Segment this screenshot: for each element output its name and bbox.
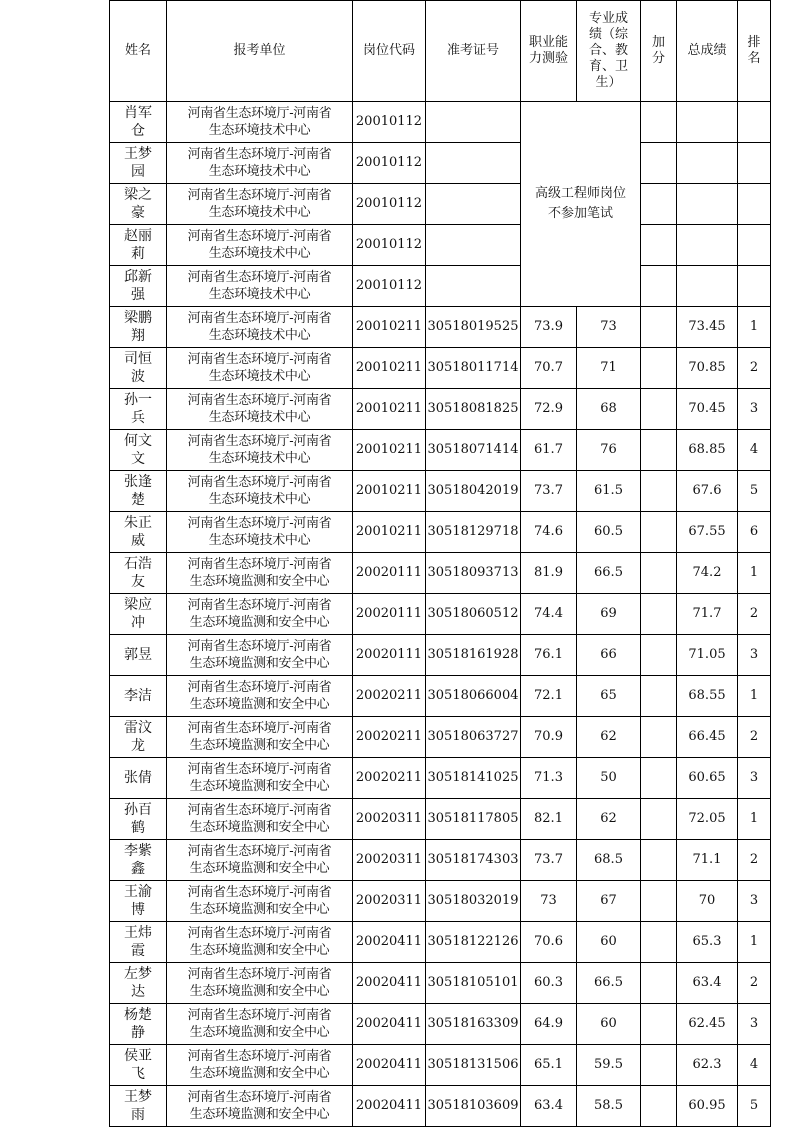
cell-unit: 河南省生态环境厅-河南省 生态环境技术中心 <box>167 471 353 512</box>
cell-rank: 3 <box>738 389 771 430</box>
col-header-unit: 报考单位 <box>167 1 353 102</box>
cell-rank: 5 <box>738 1086 771 1127</box>
cell-exam_id: 30518163309 <box>426 1004 521 1045</box>
cell-bonus <box>641 1086 677 1127</box>
cell-code: 20020411 <box>353 963 426 1004</box>
cell-exam_id: 30518081825 <box>426 389 521 430</box>
cell-name: 郭昱 <box>110 635 167 676</box>
cell-rank: 6 <box>738 512 771 553</box>
cell-exam_id <box>426 143 521 184</box>
cell-name: 朱正 威 <box>110 512 167 553</box>
cell-unit: 河南省生态环境厅-河南省 生态环境技术中心 <box>167 102 353 143</box>
table-row <box>110 471 771 512</box>
col-header-professional: 专业成 绩（综 合、教 育、卫 生） <box>577 1 641 102</box>
cell-name: 雷汶 龙 <box>110 717 167 758</box>
cell-professional: 65 <box>577 676 641 717</box>
cell-aptitude: 64.9 <box>521 1004 577 1045</box>
cell-total: 71.1 <box>677 840 738 881</box>
cell-bonus <box>641 799 677 840</box>
cell-rank: 5 <box>738 471 771 512</box>
cell-rank: 4 <box>738 430 771 471</box>
cell-code: 20020411 <box>353 1045 426 1086</box>
cell-total: 66.45 <box>677 717 738 758</box>
cell-bonus <box>641 881 677 922</box>
cell-professional: 58.5 <box>577 1086 641 1127</box>
cell-exam_id: 30518071414 <box>426 430 521 471</box>
cell-name: 石浩 友 <box>110 553 167 594</box>
cell-bonus <box>641 143 677 184</box>
table-row <box>110 922 771 963</box>
col-header-exam-id: 准考证号 <box>426 1 521 102</box>
table-row <box>110 1045 771 1086</box>
table-row <box>110 512 771 553</box>
cell-aptitude: 73.7 <box>521 471 577 512</box>
cell-rank <box>738 143 771 184</box>
cell-total: 73.45 <box>677 307 738 348</box>
cell-code: 20010112 <box>353 266 426 307</box>
table-row <box>110 1004 771 1045</box>
cell-name: 王梦 雨 <box>110 1086 167 1127</box>
cell-bonus <box>641 1045 677 1086</box>
cell-name: 司恒 波 <box>110 348 167 389</box>
cell-name: 梁之 豪 <box>110 184 167 225</box>
cell-total <box>677 184 738 225</box>
cell-rank: 1 <box>738 676 771 717</box>
cell-name: 赵丽 莉 <box>110 225 167 266</box>
cell-name: 孙一 兵 <box>110 389 167 430</box>
col-header-code: 岗位代码 <box>353 1 426 102</box>
table-row <box>110 266 771 307</box>
cell-unit: 河南省生态环境厅-河南省 生态环境监测和安全中心 <box>167 1045 353 1086</box>
cell-rank: 2 <box>738 717 771 758</box>
cell-total: 60.95 <box>677 1086 738 1127</box>
cell-rank: 1 <box>738 553 771 594</box>
col-header-bonus: 加 分 <box>641 1 677 102</box>
cell-bonus <box>641 430 677 471</box>
cell-code: 20020111 <box>353 635 426 676</box>
cell-aptitude: 63.4 <box>521 1086 577 1127</box>
cell-professional: 69 <box>577 594 641 635</box>
cell-bonus <box>641 922 677 963</box>
table-row <box>110 307 771 348</box>
cell-name: 梁鹏 翔 <box>110 307 167 348</box>
cell-total: 67.55 <box>677 512 738 553</box>
cell-total: 70 <box>677 881 738 922</box>
cell-unit: 河南省生态环境厅-河南省 生态环境技术中心 <box>167 389 353 430</box>
cell-unit: 河南省生态环境厅-河南省 生态环境监测和安全中心 <box>167 1086 353 1127</box>
cell-aptitude: 81.9 <box>521 553 577 594</box>
table-header <box>110 1 771 102</box>
cell-name: 王梦 园 <box>110 143 167 184</box>
cell-unit: 河南省生态环境厅-河南省 生态环境监测和安全中心 <box>167 840 353 881</box>
cell-exam_id: 30518060512 <box>426 594 521 635</box>
cell-exam_id: 30518063727 <box>426 717 521 758</box>
cell-code: 20010112 <box>353 184 426 225</box>
cell-total: 72.05 <box>677 799 738 840</box>
cell-exam_id <box>426 225 521 266</box>
cell-total <box>677 143 738 184</box>
cell-rank: 3 <box>738 881 771 922</box>
cell-name: 李洁 <box>110 676 167 717</box>
cell-total <box>677 266 738 307</box>
cell-unit: 河南省生态环境厅-河南省 生态环境监测和安全中心 <box>167 676 353 717</box>
cell-unit: 河南省生态环境厅-河南省 生态环境技术中心 <box>167 143 353 184</box>
cell-bonus <box>641 676 677 717</box>
cell-name: 邱新 强 <box>110 266 167 307</box>
table-row <box>110 348 771 389</box>
cell-aptitude: 70.6 <box>521 922 577 963</box>
table-row <box>110 799 771 840</box>
cell-code: 20020211 <box>353 717 426 758</box>
cell-rank <box>738 266 771 307</box>
cell-exam_id: 30518174303 <box>426 840 521 881</box>
table-row <box>110 553 771 594</box>
cell-code: 20020411 <box>353 1086 426 1127</box>
cell-name: 杨楚 静 <box>110 1004 167 1045</box>
cell-unit: 河南省生态环境厅-河南省 生态环境技术中心 <box>167 307 353 348</box>
cell-professional: 50 <box>577 758 641 799</box>
cell-total: 68.55 <box>677 676 738 717</box>
cell-aptitude: 73.7 <box>521 840 577 881</box>
cell-unit: 河南省生态环境厅-河南省 生态环境监测和安全中心 <box>167 635 353 676</box>
cell-name: 左梦 达 <box>110 963 167 1004</box>
cell-name: 王渝 博 <box>110 881 167 922</box>
cell-bonus <box>641 758 677 799</box>
cell-unit: 河南省生态环境厅-河南省 生态环境技术中心 <box>167 266 353 307</box>
cell-code: 20010211 <box>353 307 426 348</box>
cell-professional: 66 <box>577 635 641 676</box>
cell-professional: 62 <box>577 717 641 758</box>
cell-exam_id: 30518103609 <box>426 1086 521 1127</box>
cell-total <box>677 225 738 266</box>
cell-aptitude: 65.1 <box>521 1045 577 1086</box>
cell-aptitude: 74.6 <box>521 512 577 553</box>
header-row <box>110 1 771 102</box>
cell-exam_id <box>426 266 521 307</box>
cell-name: 孙百 鹤 <box>110 799 167 840</box>
table-row <box>110 430 771 471</box>
cell-code: 20020411 <box>353 1004 426 1045</box>
cell-exam_id <box>426 102 521 143</box>
cell-professional: 60 <box>577 922 641 963</box>
table-row <box>110 184 771 225</box>
cell-code: 20010211 <box>353 512 426 553</box>
cell-professional: 68.5 <box>577 840 641 881</box>
cell-rank <box>738 102 771 143</box>
cell-unit: 河南省生态环境厅-河南省 生态环境监测和安全中心 <box>167 594 353 635</box>
cell-unit: 河南省生态环境厅-河南省 生态环境监测和安全中心 <box>167 881 353 922</box>
cell-name: 张倩 <box>110 758 167 799</box>
cell-unit: 河南省生态环境厅-河南省 生态环境技术中心 <box>167 184 353 225</box>
cell-name: 王炜 霞 <box>110 922 167 963</box>
cell-code: 20020311 <box>353 799 426 840</box>
cell-exam_id: 30518141025 <box>426 758 521 799</box>
cell-total: 62.3 <box>677 1045 738 1086</box>
cell-code: 20020311 <box>353 881 426 922</box>
table-row <box>110 1086 771 1127</box>
table-row <box>110 225 771 266</box>
cell-rank: 4 <box>738 1045 771 1086</box>
cell-total: 71.7 <box>677 594 738 635</box>
cell-code: 20010112 <box>353 143 426 184</box>
cell-name: 肖军 仓 <box>110 102 167 143</box>
cell-exam_id: 30518066004 <box>426 676 521 717</box>
cell-bonus <box>641 348 677 389</box>
cell-exam_id: 30518161928 <box>426 635 521 676</box>
cell-unit: 河南省生态环境厅-河南省 生态环境监测和安全中心 <box>167 922 353 963</box>
table-row <box>110 389 771 430</box>
cell-aptitude: 71.3 <box>521 758 577 799</box>
table-row <box>110 594 771 635</box>
cell-exam_id: 30518129718 <box>426 512 521 553</box>
cell-bonus <box>641 717 677 758</box>
cell-aptitude: 82.1 <box>521 799 577 840</box>
cell-professional: 76 <box>577 430 641 471</box>
cell-professional: 59.5 <box>577 1045 641 1086</box>
cell-aptitude: 60.3 <box>521 963 577 1004</box>
cell-exam_id <box>426 184 521 225</box>
cell-code: 20020111 <box>353 553 426 594</box>
cell-unit: 河南省生态环境厅-河南省 生态环境技术中心 <box>167 512 353 553</box>
cell-code: 20020111 <box>353 594 426 635</box>
table-row <box>110 102 771 143</box>
cell-professional: 71 <box>577 348 641 389</box>
cell-exam_id: 30518042019 <box>426 471 521 512</box>
table-row <box>110 881 771 922</box>
cell-code: 20020311 <box>353 840 426 881</box>
cell-aptitude: 72.9 <box>521 389 577 430</box>
table-row <box>110 840 771 881</box>
cell-total: 67.6 <box>677 471 738 512</box>
cell-rank: 3 <box>738 1004 771 1045</box>
score-table <box>109 0 771 1127</box>
cell-unit: 河南省生态环境厅-河南省 生态环境技术中心 <box>167 430 353 471</box>
table-row <box>110 676 771 717</box>
col-header-aptitude: 职业能 力测验 <box>521 1 577 102</box>
cell-exam_id: 30518019525 <box>426 307 521 348</box>
cell-exam_id: 30518093713 <box>426 553 521 594</box>
cell-exam_id: 30518117805 <box>426 799 521 840</box>
cell-exam_id: 30518032019 <box>426 881 521 922</box>
cell-bonus <box>641 307 677 348</box>
cell-code: 20010211 <box>353 471 426 512</box>
cell-professional: 68 <box>577 389 641 430</box>
cell-unit: 河南省生态环境厅-河南省 生态环境监测和安全中心 <box>167 799 353 840</box>
cell-bonus <box>641 1004 677 1045</box>
cell-unit: 河南省生态环境厅-河南省 生态环境监测和安全中心 <box>167 717 353 758</box>
col-header-total: 总成绩 <box>677 1 738 102</box>
cell-exam_id: 30518105101 <box>426 963 521 1004</box>
cell-bonus <box>641 184 677 225</box>
cell-aptitude: 73 <box>521 881 577 922</box>
no-written-exam-note: 高级工程师岗位 不参加笔试 <box>521 102 641 307</box>
cell-aptitude: 61.7 <box>521 430 577 471</box>
cell-bonus <box>641 225 677 266</box>
cell-code: 20010112 <box>353 225 426 266</box>
cell-code: 20020211 <box>353 676 426 717</box>
cell-total: 68.85 <box>677 430 738 471</box>
cell-name: 张逢 楚 <box>110 471 167 512</box>
cell-bonus <box>641 635 677 676</box>
cell-aptitude: 76.1 <box>521 635 577 676</box>
cell-bonus <box>641 553 677 594</box>
cell-code: 20020211 <box>353 758 426 799</box>
cell-unit: 河南省生态环境厅-河南省 生态环境技术中心 <box>167 225 353 266</box>
cell-bonus <box>641 266 677 307</box>
cell-name: 李紫 鑫 <box>110 840 167 881</box>
cell-aptitude: 70.7 <box>521 348 577 389</box>
cell-unit: 河南省生态环境厅-河南省 生态环境监测和安全中心 <box>167 553 353 594</box>
cell-exam_id: 30518011714 <box>426 348 521 389</box>
cell-bonus <box>641 594 677 635</box>
cell-rank: 2 <box>738 840 771 881</box>
cell-bonus <box>641 389 677 430</box>
cell-total: 63.4 <box>677 963 738 1004</box>
cell-total: 65.3 <box>677 922 738 963</box>
col-header-rank: 排 名 <box>738 1 771 102</box>
cell-professional: 62 <box>577 799 641 840</box>
cell-aptitude: 70.9 <box>521 717 577 758</box>
cell-professional: 66.5 <box>577 963 641 1004</box>
cell-total: 74.2 <box>677 553 738 594</box>
cell-rank: 3 <box>738 758 771 799</box>
cell-total <box>677 102 738 143</box>
cell-name: 梁应 冲 <box>110 594 167 635</box>
cell-rank: 1 <box>738 799 771 840</box>
cell-code: 20010211 <box>353 389 426 430</box>
cell-total: 62.45 <box>677 1004 738 1045</box>
cell-exam_id: 30518131506 <box>426 1045 521 1086</box>
cell-rank <box>738 184 771 225</box>
cell-professional: 60.5 <box>577 512 641 553</box>
cell-rank: 1 <box>738 307 771 348</box>
col-header-name: 姓名 <box>110 1 167 102</box>
cell-unit: 河南省生态环境厅-河南省 生态环境监测和安全中心 <box>167 1004 353 1045</box>
cell-unit: 河南省生态环境厅-河南省 生态环境监测和安全中心 <box>167 963 353 1004</box>
table-row <box>110 717 771 758</box>
cell-code: 20010112 <box>353 102 426 143</box>
cell-bonus <box>641 512 677 553</box>
cell-bonus <box>641 471 677 512</box>
cell-aptitude: 74.4 <box>521 594 577 635</box>
cell-rank: 3 <box>738 635 771 676</box>
cell-code: 20010211 <box>353 348 426 389</box>
cell-name: 侯亚 飞 <box>110 1045 167 1086</box>
cell-name: 何文 文 <box>110 430 167 471</box>
cell-rank: 2 <box>738 348 771 389</box>
cell-unit: 河南省生态环境厅-河南省 生态环境监测和安全中心 <box>167 758 353 799</box>
cell-total: 70.85 <box>677 348 738 389</box>
cell-exam_id: 30518122126 <box>426 922 521 963</box>
table-row <box>110 635 771 676</box>
cell-bonus <box>641 963 677 1004</box>
cell-aptitude: 72.1 <box>521 676 577 717</box>
cell-professional: 73 <box>577 307 641 348</box>
cell-total: 70.45 <box>677 389 738 430</box>
cell-rank: 2 <box>738 594 771 635</box>
cell-unit: 河南省生态环境厅-河南省 生态环境技术中心 <box>167 348 353 389</box>
cell-rank: 2 <box>738 963 771 1004</box>
cell-aptitude: 73.9 <box>521 307 577 348</box>
cell-code: 20020411 <box>353 922 426 963</box>
table-row <box>110 963 771 1004</box>
cell-professional: 60 <box>577 1004 641 1045</box>
cell-total: 71.05 <box>677 635 738 676</box>
table-row <box>110 758 771 799</box>
cell-rank <box>738 225 771 266</box>
cell-total: 60.65 <box>677 758 738 799</box>
cell-bonus <box>641 102 677 143</box>
cell-rank: 1 <box>738 922 771 963</box>
cell-professional: 61.5 <box>577 471 641 512</box>
table-body <box>110 102 771 1127</box>
cell-code: 20010211 <box>353 430 426 471</box>
table-row <box>110 143 771 184</box>
cell-professional: 66.5 <box>577 553 641 594</box>
cell-professional: 67 <box>577 881 641 922</box>
cell-bonus <box>641 840 677 881</box>
